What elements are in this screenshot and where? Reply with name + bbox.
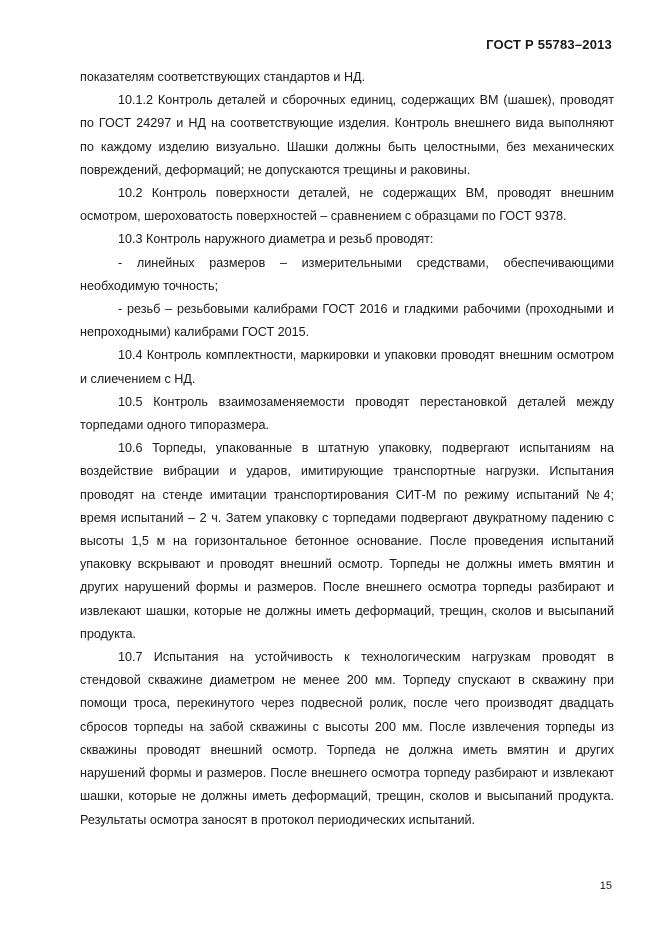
paragraph-10-5: 10.5 Контроль взаимозаменяемости проводят перестановкой деталей между торпедами одного типоразмера. [80, 394, 614, 433]
list-item-threads: - резьб – резьбовыми калибрами ГОСТ 2016 и гладкими рабочими (проходными и непроходными) калибрами ГОСТ 2015. [80, 302, 614, 340]
paragraph-10-3: 10.3 Контроль наружного диаметра и резьб проводят: [118, 232, 434, 247]
paragraph-10-2: 10.2 Контроль поверхности деталей, не содержащих ВМ, проводят внешним осмотром, шероховатость поверхностей – сравнением с образцами по ГОСТ 9378. [80, 186, 614, 224]
document-code-header: ГОСТ Р 55783–2013 [486, 37, 612, 52]
paragraph-10-6: 10.6 Торпеды, упакованные в штатную упаковку, подвергают испытаниям на воздействие вибрации и ударов, имитирующие транспортные нагрузки. Испытания проводят на стенде имитации транспортирования СИТ-М по режиму испытаний №4; время испытаний – 2 ч. Затем упаковку с торпедами подвергают двукратному падению с высоты 1,5 м на горизонтальное бетонное основание. После проведения испытаний упаковку вскрывают и проводят внешний осмотр. Торпеды не должны иметь вмятин и других нарушений формы и размеров. После внешнего осмотра торпеды разбирают и извлекают шашки, которые не должны иметь деформаций, трещин, сколов и высыпаний продукта. [80, 441, 614, 641]
document-body [80, 66, 614, 832]
paragraph-10-1-2: 10.1.2 Контроль деталей и сборочных единиц, содержащих ВМ (шашек), проводят по ГОСТ 24297 и НД на соответствующие изделия. Контроль внешнего вида выполняют по каждому изделию визуально. Шашки должны быть целостными, без механических повреждений, деформаций; не допускаются трещины и раковины. [80, 93, 614, 177]
paragraph-10-7: 10.7 Испытания на устойчивость к технологическим нагрузкам проводят в стендовой скважине диаметром не менее 200 мм. Торпеду спускают в скважину при помощи троса, перекинутого через подвесной ролик, после чего производят двадцать сбросов торпеды на забой скважины с высоты 200 мм. После извлечения торпеды из скважины проводят внешний осмотр. Торпеда не должна иметь вмятин и других нарушений формы и размеров. После внешнего осмотра торпеду разбирают и извлекают шашки, которые не должны иметь деформаций, трещин, сколов и высыпаний продукта. Результаты осмотра заносят в протокол периодических испытаний. [80, 650, 614, 827]
paragraph-continuation: показателям соответствующих стандартов и НД. [80, 70, 366, 84]
paragraph-10-4: 10.4 Контроль комплектности, маркировки и упаковки проводят внешним осмотром и слиечением с НД. [80, 348, 614, 386]
list-item-linear-sizes: - линейных размеров – измерительными средствами, обеспечивающими необходимую точность; [80, 255, 614, 293]
page-number: 15 [599, 880, 612, 892]
